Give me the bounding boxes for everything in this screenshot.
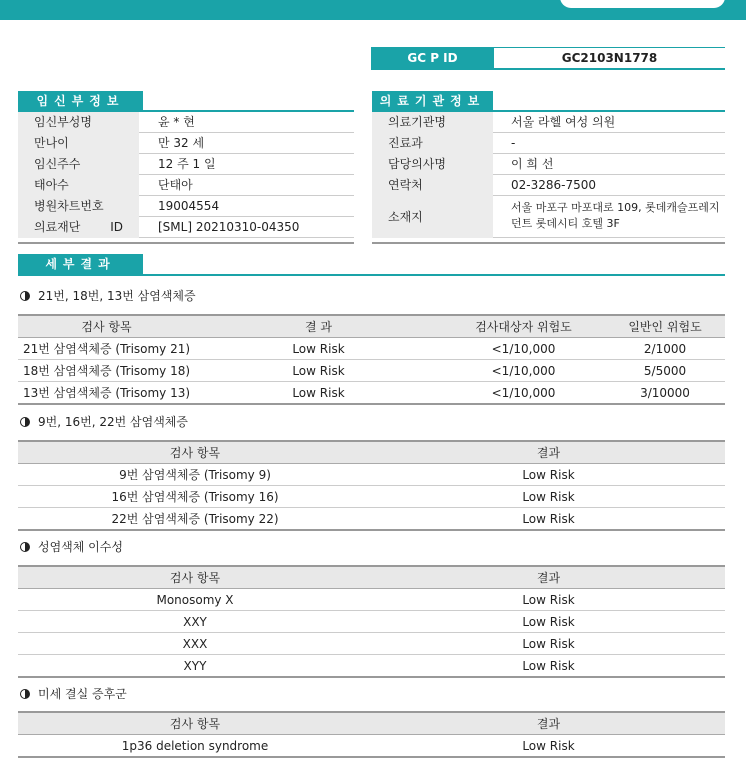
- table-cell: 9번 삼염색체증 (Trisomy 9): [18, 464, 372, 486]
- column-header: 검사대상자 위험도: [442, 315, 605, 338]
- results-table-trisomy-9-16-22: [18, 440, 725, 531]
- table-cell: 16번 삼염색체증 (Trisomy 16): [18, 486, 372, 508]
- table-cell: XXY: [18, 611, 372, 633]
- table-cell: XXX: [18, 633, 372, 655]
- info-label: 태아수: [18, 175, 139, 196]
- column-header: 결과: [372, 566, 725, 589]
- table-cell: Low Risk: [372, 655, 725, 678]
- results-table-microdeletion: [18, 711, 725, 758]
- info-label: 의료재단 ID: [18, 217, 139, 238]
- info-value: 단태아: [158, 178, 193, 192]
- column-header: 결과: [372, 441, 725, 464]
- group-sex-chromosome-title: [20, 538, 123, 555]
- table-row: [18, 655, 725, 678]
- info-value: 이 희 선: [511, 157, 554, 171]
- table-row: [18, 633, 725, 655]
- table-cell: <1/10,000: [442, 338, 605, 360]
- gcp-id-label: GC P ID: [371, 47, 494, 69]
- results-table-trisomy-21-18-13: [18, 314, 725, 405]
- hospital-info-table: [372, 112, 725, 244]
- group-microdeletion-title: [20, 685, 127, 702]
- table-row: [18, 486, 725, 508]
- hospital-info-title: 의료기관정보: [372, 91, 493, 112]
- info-label: 의료기관명: [372, 112, 493, 133]
- table-cell: 13번 삼염색체증 (Trisomy 13): [18, 382, 195, 405]
- column-header: 검사 항목: [18, 566, 372, 589]
- info-value: -: [511, 136, 516, 150]
- info-value: 만 32 세: [158, 136, 205, 150]
- table-row: [18, 338, 725, 360]
- info-value: 02-3286-7500: [511, 178, 597, 192]
- info-value: 12 주 1 일: [158, 157, 216, 171]
- info-row: [372, 175, 725, 196]
- table-cell: <1/10,000: [442, 382, 605, 405]
- table-header-row: [18, 315, 725, 338]
- info-row: [18, 133, 354, 154]
- table-cell: Low Risk: [195, 338, 442, 360]
- pregnant-info-table: [18, 112, 354, 244]
- column-header: 검사 항목: [18, 441, 372, 464]
- table-row: [18, 508, 725, 531]
- table-header-row: [18, 712, 725, 735]
- half-circle-icon: [20, 417, 30, 427]
- table-cell: Monosomy X: [18, 589, 372, 611]
- group-trisomy-9-16-22-title: [20, 413, 188, 430]
- table-cell: 3/10000: [605, 382, 725, 405]
- info-value: 서울 마포구 마포대로 109, 롯데캐슬프레지던트 롯데시티 호텔 3F: [511, 201, 720, 230]
- info-row: [18, 196, 354, 217]
- results-title: 세부결과: [18, 254, 143, 275]
- table-cell: XYY: [18, 655, 372, 678]
- info-value: 윤 * 현: [158, 115, 195, 129]
- info-label: 연락처: [372, 175, 493, 196]
- half-circle-icon: [20, 542, 30, 552]
- header-tab-shape: [560, 0, 725, 8]
- table-cell: 21번 삼염색체증 (Trisomy 21): [18, 338, 195, 360]
- info-value: [SML] 20210310-04350: [158, 220, 300, 234]
- info-label: 병원차트번호: [18, 196, 139, 217]
- info-row: [372, 133, 725, 154]
- top-banner: [0, 0, 746, 20]
- info-label: 소재지: [372, 196, 493, 238]
- table-cell: 2/1000: [605, 338, 725, 360]
- table-row: [18, 382, 725, 405]
- column-header: 일반인 위험도: [605, 315, 725, 338]
- table-row: [18, 589, 725, 611]
- gcp-id-box: [371, 47, 725, 70]
- table-row: [18, 735, 725, 758]
- info-row: [372, 154, 725, 175]
- group-trisomy-21-18-13-title: [20, 287, 196, 304]
- table-cell: 5/5000: [605, 360, 725, 382]
- info-label: 담당의사명: [372, 154, 493, 175]
- info-row: [18, 154, 354, 175]
- table-cell: 1p36 deletion syndrome: [18, 735, 372, 758]
- table-cell: Low Risk: [195, 360, 442, 382]
- table-header-row: [18, 566, 725, 589]
- info-row: [18, 217, 354, 238]
- results-table-sex-chromosome: [18, 565, 725, 678]
- table-cell: Low Risk: [372, 735, 725, 758]
- section-divider: [18, 274, 725, 276]
- info-row: [372, 196, 725, 238]
- info-label: 임신부성명: [18, 112, 139, 133]
- gcp-id-value: GC2103N1778: [561, 51, 658, 65]
- table-cell: Low Risk: [372, 464, 725, 486]
- table-cell: 22번 삼염색체증 (Trisomy 22): [18, 508, 372, 531]
- table-cell: Low Risk: [372, 611, 725, 633]
- info-value: 서울 라헬 여성 의원: [511, 115, 616, 129]
- table-cell: Low Risk: [372, 486, 725, 508]
- table-cell: Low Risk: [372, 589, 725, 611]
- half-circle-icon: [20, 689, 30, 699]
- half-circle-icon: [20, 291, 30, 301]
- group-title-text: 미세 결실 증후군: [38, 687, 127, 701]
- column-header: 검사 항목: [18, 315, 195, 338]
- info-row: [18, 175, 354, 196]
- info-row: [372, 112, 725, 133]
- info-label: 만나이: [18, 133, 139, 154]
- column-header: 결과: [372, 712, 725, 735]
- group-title-text: 9번, 16번, 22번 삼염색체증: [38, 415, 188, 429]
- table-cell: Low Risk: [372, 508, 725, 531]
- group-title-text: 성염색체 이수성: [38, 540, 123, 554]
- group-title-text: 21번, 18번, 13번 삼염색체증: [38, 289, 196, 303]
- table-header-row: [18, 441, 725, 464]
- info-row: [18, 112, 354, 133]
- table-cell: 18번 삼염색체증 (Trisomy 18): [18, 360, 195, 382]
- info-value: 19004554: [158, 199, 220, 213]
- info-label: 진료과: [372, 133, 493, 154]
- column-header: 검사 항목: [18, 712, 372, 735]
- table-row: [18, 360, 725, 382]
- column-header: 결 과: [195, 315, 442, 338]
- table-cell: <1/10,000: [442, 360, 605, 382]
- info-label: 임신주수: [18, 154, 139, 175]
- table-row: [18, 611, 725, 633]
- table-row: [18, 464, 725, 486]
- table-cell: Low Risk: [195, 382, 442, 405]
- table-cell: Low Risk: [372, 633, 725, 655]
- pregnant-info-title: 임신부정보: [18, 91, 143, 112]
